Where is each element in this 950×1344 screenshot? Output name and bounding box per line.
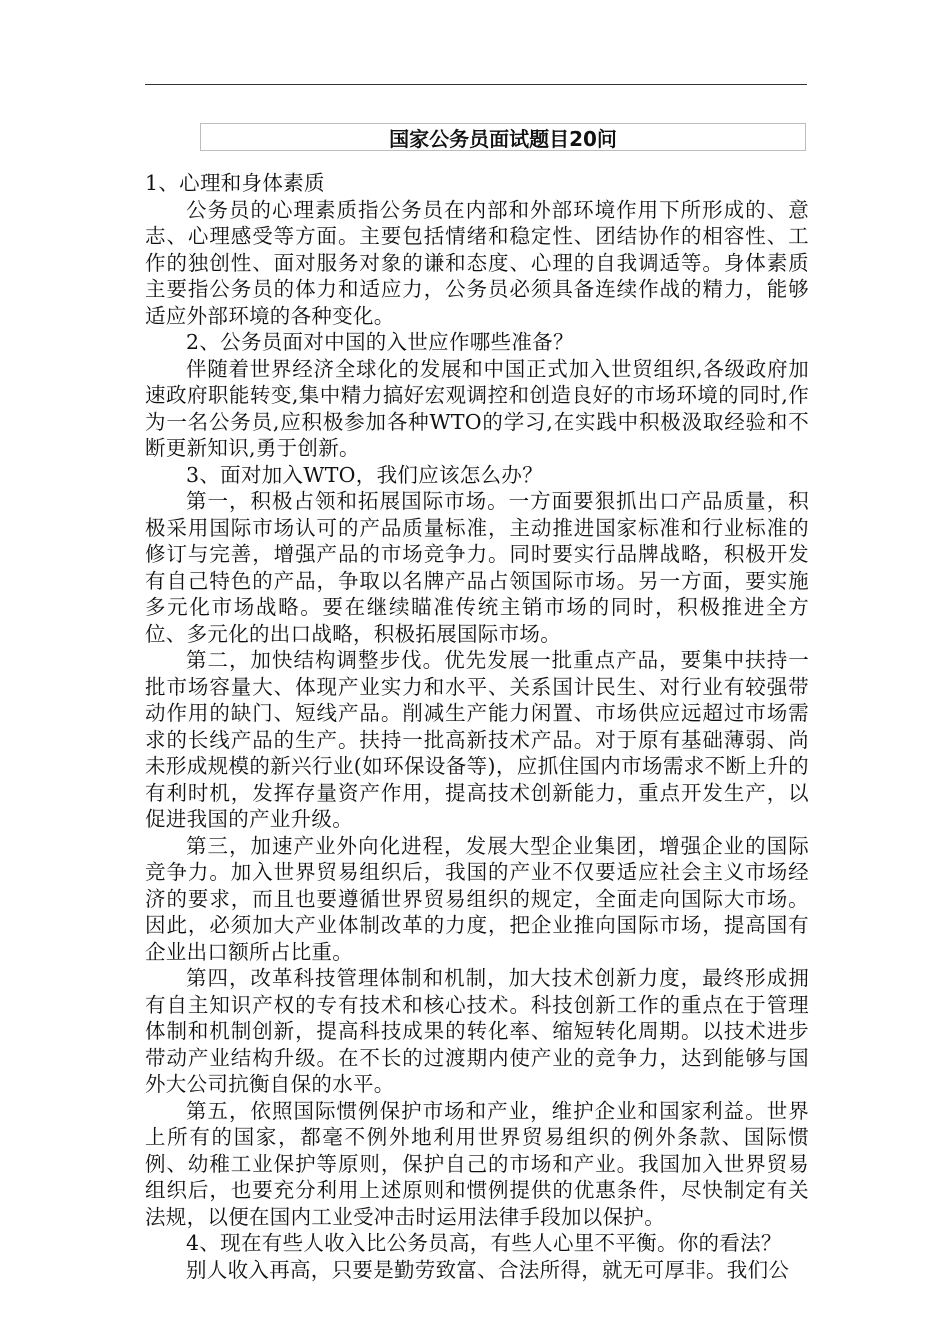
question-heading: 2、公务员面对中国的入世应作哪些准备？ <box>186 330 574 354</box>
question-heading: 3、面对加入WTO，我们应该怎么办？ <box>186 462 543 487</box>
question-heading: 4、现在有些人收入比公务员高，有些人心里不平衡。你的看法？ <box>186 1231 782 1255</box>
document-title-box <box>200 123 806 151</box>
header-rule <box>145 84 807 85</box>
body-paragraph: 第二，加快结构调整步伐。优先发展一批重点产品，要集中扶持一批市场容量大、体现产业实力和水平、关系国计民生、对行业有较强带动作用的缺门、短线产品。削减生产能力闲置、市场供应远超过市场需求的长线产品的生产。扶持一批高新技术产品。对于原有基础薄弱、尚未形成规模的新兴行业(如环保设备等)，应抓住国内市场需求不断上升的有利时机，发挥存量资产作用，提高技术创新能力，重点开发生产，以促进我国的产业升级。 <box>145 648 809 831</box>
body-paragraph: 第四，改革科技管理体制和机制，加大技术创新力度，最终形成拥有自主知识产权的专有技术和核心技术。科技创新工作的重点在于管理体制和机制创新，提高科技成果的转化率、缩短转化周期。以技术进步带动产业结构升级。在不长的过渡期内使产业的竞争力，达到能够与国外大公司抗衡自保的水平。 <box>145 966 809 1096</box>
section-heading: 1、心理和身体素质 <box>145 171 325 195</box>
body-paragraph: 第一，积极占领和拓展国际市场。一方面要狠抓出口产品质量，积极采用国际市场认可的产品质量标准，主动推进国家标准和行业标准的修订与完善，增强产品的市场竞争力。同时要实行品牌战略，积极开发有自己特色的产品，争取以名牌产品占领国际市场。另一方面，要实施多元化市场战略。要在继续瞄准传统主销市场的同时，积极推进全方位、多元化的出口战略，积极拓展国际市场。 <box>145 489 809 646</box>
document-body <box>145 170 809 1283</box>
body-paragraph: 第三，加速产业外向化进程，发展大型企业集团，增强企业的国际竞争力。加入世界贸易组织后，我国的产业不仅要适应社会主义市场经济的要求，而且也要遵循世界贸易组织的规定，全面走向国际大市场。因此，必须加大产业体制改革的力度，把企业推向国际市场，提高国有企业出口额所占比重。 <box>145 833 809 964</box>
body-paragraph: 第五，依照国际惯例保护市场和产业，维护企业和国家利益。世界上所有的国家，都毫不例外地利用世界贸易组织的例外条款、国际惯例、幼稚工业保护等原则，保护自己的市场和产业。我国加入世界贸易组织后，也要充分利用上述原则和惯例提供的优惠条件，尽快制定有关法规，以便在国内工业受冲击时运用法律手段加以保护。 <box>145 1098 809 1229</box>
body-paragraph: 伴随着世界经济全球化的发展和中国正式加入世贸组织,各级政府加速政府职能转变,集中精力搞好宏观调控和创造良好的市场环境的同时,作为一名公务员,应积极参加各种WTO的学习,在实践中积极汲取经验和不断更新知识,勇于创新。 <box>145 356 809 460</box>
body-paragraph: 别人收入再高，只要是勤劳致富、合法所得，就无可厚非。我们公 <box>186 1257 790 1282</box>
body-paragraph: 公务员的心理素质指公务员在内部和外部环境作用下所形成的、意志、心理感受等方面。主要包括情绪和稳定性、团结协作的相容性、工作的独创性、面对服务对象的谦和态度、心理的自我调适等。身体素质主要指公务员的体力和适应力，公务员必须具备连续作战的精力，能够适应外部环境的各种变化。 <box>145 197 809 328</box>
document-title: 国家公务员面试题目20问 <box>389 126 617 151</box>
